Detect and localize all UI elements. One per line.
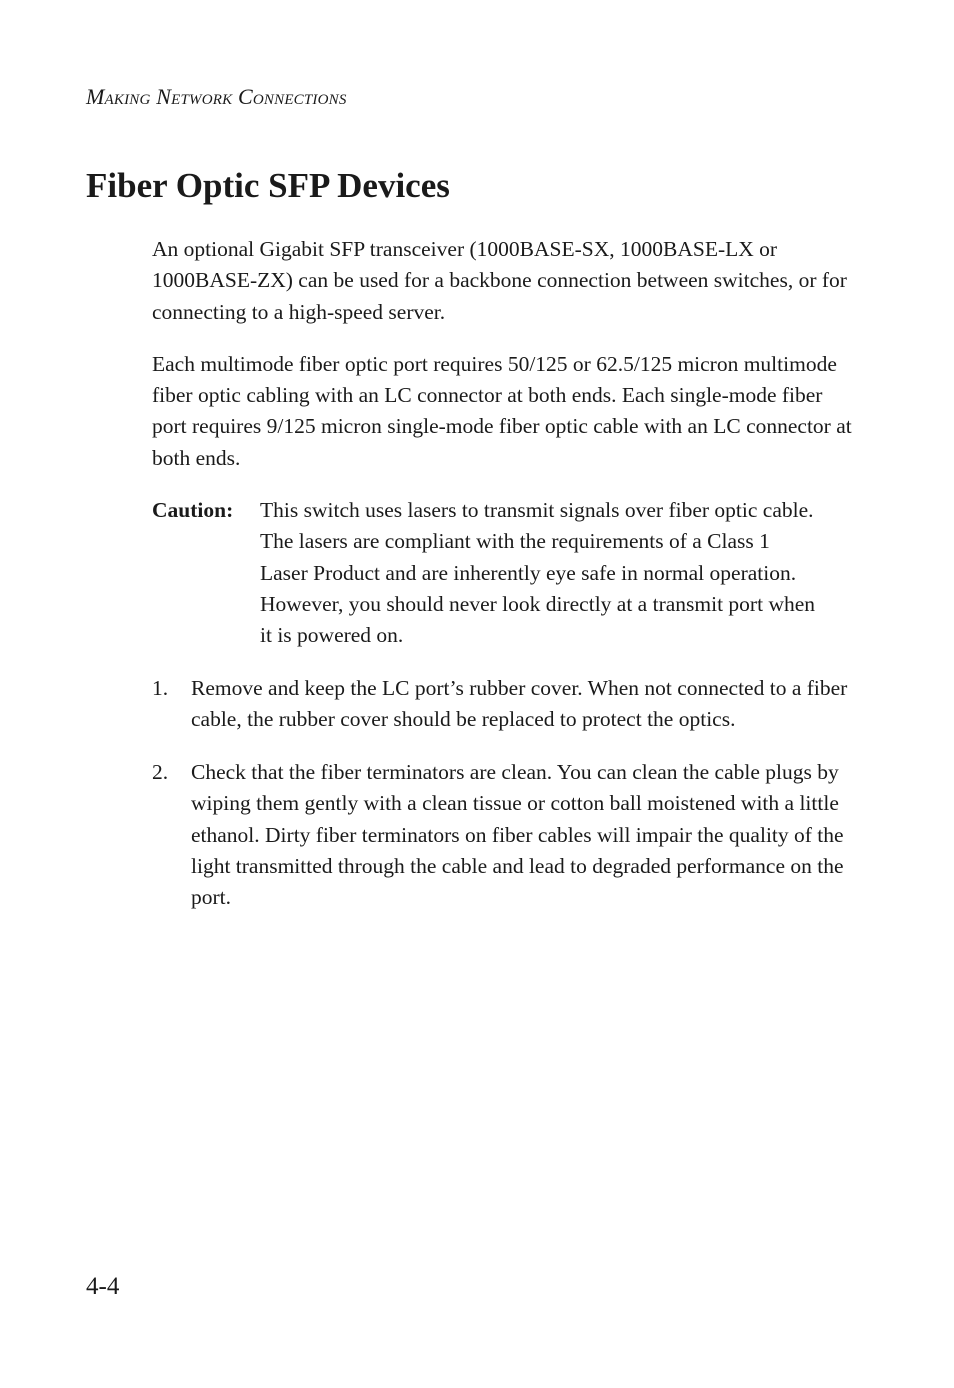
page-number: 4-4: [86, 1273, 120, 1300]
caution-text: This switch uses lasers to transmit signals over fiber optic cable. The lasers are compliant with the requirements of a Class 1 Laser Product and are inherently eye safe in normal operation. However, you should never look directly at a transmit port when it is powered on.: [260, 498, 816, 648]
running-header: Making Network Connections: [86, 84, 347, 109]
step-number: 2.: [152, 760, 169, 785]
step-text: Remove and keep the LC port’s rubber cover. When not connected to a fiber cable, the rubber cover should be replaced to protect the optics.: [191, 675, 848, 731]
step-number: 1.: [152, 675, 169, 700]
step-text: Check that the fiber terminators are clean. You can clean the cable plugs by wiping them gently with a clean tissue or cotton ball moistened with a little ethanol. Dirty fiber terminators on fiber cables will impair the quality of the light transmitted through the cable and lead to degraded performance on the port.: [191, 760, 844, 910]
list-item: [152, 673, 852, 736]
caution-note: [152, 495, 852, 651]
intro-paragraph: An optional Gigabit SFP transceiver (1000BASE-SX, 1000BASE-LX or 1000BASE-ZX) can be used for a backbone connection between switches, or for connecting to a high-speed server.: [152, 237, 847, 324]
cabling-paragraph: Each multimode fiber optic port requires 50/125 or 62.5/125 micron multimode fiber optic cabling with an LC connector at both ends. Each single-mode fiber port requires 9/125 micron single-mode fiber optic cable with an LC connector at both ends.: [152, 351, 852, 470]
list-item: [152, 757, 852, 913]
caution-label: Caution:: [152, 498, 234, 523]
page-title: Fiber Optic SFP Devices: [86, 166, 450, 205]
main-content: [152, 234, 852, 936]
